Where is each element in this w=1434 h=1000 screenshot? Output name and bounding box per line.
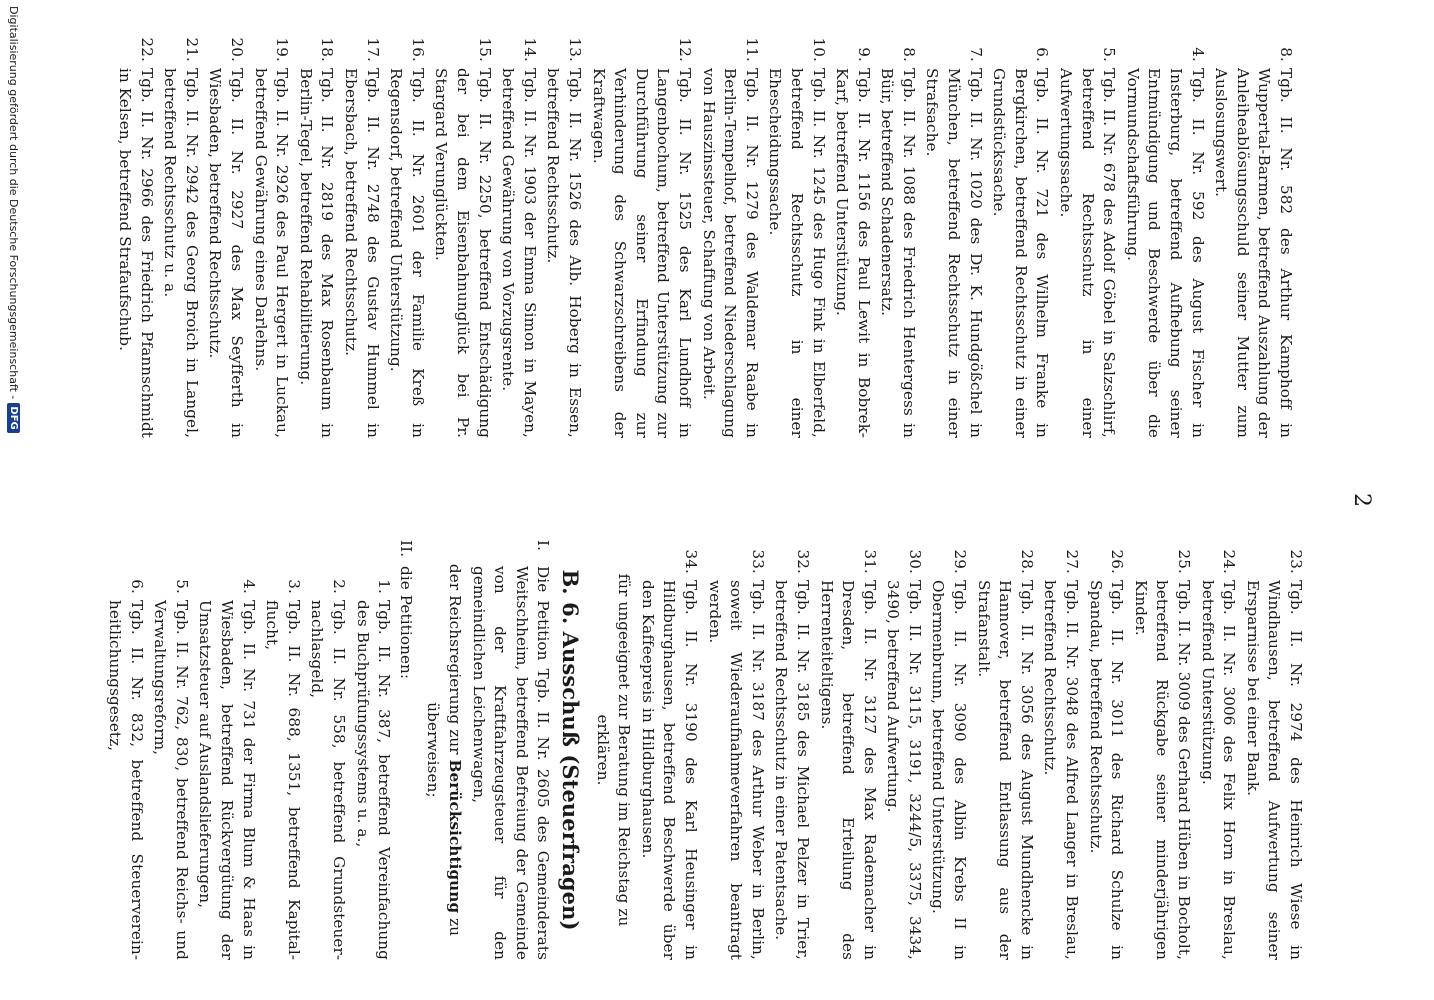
consideration-prefix: der Reichsregierung zur [446, 563, 465, 760]
item-number: 4. [1188, 47, 1207, 62]
left-column [112, 28, 1296, 438]
right-column [102, 540, 1306, 960]
item-text: Tgb. II. Nr. 832, betreffend Steuervereinheitlichungsgesetz, [106, 600, 146, 960]
item-text: Tgb. II. Nr. 2966 des Friedrich Pfannschmidt in Kelsen, betreffend Strafaufschub. [116, 68, 156, 438]
item-text: Tgb. II. Nr. 592 des August Fischer in Insterburg, betreffend Aufhebung seiner Entmündigung und Beschwerde über die Vormundschaftsführung. [1123, 68, 1207, 438]
list-item [1039, 540, 1082, 960]
list-item [204, 28, 247, 438]
item-text: Tgb. II. Nr. 2926 des Paul Hergert in Luckau, betreffend Gewährung eines Darlehns. [251, 68, 292, 438]
list-item [306, 570, 349, 960]
footer-text: Digitalisierung gefördert durch die Deutsche Forschungsgemeinschaft - [7, 6, 21, 400]
item-number: 23. [1287, 549, 1305, 574]
list-item [351, 570, 394, 960]
item-number: 5. [1100, 47, 1119, 62]
item-text: Tgb. II. Nr. 2974 des Heinrich Wiese in Windhausen, betreffend Aufwertung seiner Ersparnisse bei einer Bank. [1243, 580, 1305, 960]
list-item [1084, 540, 1127, 960]
dfg-logo: DFG [8, 403, 21, 432]
consideration-note [422, 560, 465, 940]
item-number: 17. [363, 37, 382, 62]
item-number: 28. [1017, 549, 1036, 574]
list-item [927, 540, 970, 960]
item-text: Tgb. II. Nr. 3056 des August Mundhencke in Hannover, betreffend Entlassung aus der Strafanstalt. [974, 580, 1036, 960]
list-item [882, 540, 925, 960]
section-heading: B. 6. Ausschuß (Steuerfragen) [558, 569, 583, 931]
roman-numeral: II. [396, 540, 415, 558]
item-number: 24. [1220, 549, 1239, 574]
item-number: 15. [475, 37, 494, 62]
item-number: 2. [330, 579, 349, 594]
item-text: Tgb. II. Nr. 387, betreffend Vereinfachung des Buchprüfungssystems u. a., [353, 600, 394, 960]
item-text: Tgb. II. Nr. 3190 des Karl Heusinger in Hildburghausen, betreffend Beschwerde über den Kaffeepreis in Hildburghausen. [638, 580, 700, 960]
list-item [988, 28, 1053, 438]
petition-group-one [467, 540, 553, 960]
list-item [149, 570, 192, 960]
item-number: 13. [566, 37, 584, 62]
item-number: 14. [520, 37, 539, 62]
item-text: Tgb. II. Nr. 1279 des Waldemar Raabe in Berlin-Tempelhof, betreffend Niederschlagung von Hauszinssteuer, Schaffung von Arbeit. [699, 68, 761, 438]
list-item [497, 28, 540, 438]
right-entry-list [636, 540, 1306, 960]
item-number: 19. [273, 37, 292, 62]
list-item [194, 570, 259, 960]
item-text: Tgb. II. Nr. 678 des Adolf Göbel in Salzschlirf, betreffend Rechtsschutz in einer Aufwertungssache. [1057, 68, 1119, 438]
list-item [542, 28, 585, 438]
list-item [1129, 540, 1194, 960]
item-number: 8. [1277, 47, 1295, 62]
petition-group-two [394, 540, 416, 960]
digitization-footer [2, 0, 26, 1000]
item-text: Tgb. II. Nr. 2927 des Max Seyfferth in Wiesbaden, betreffend Rechtsschutz. [206, 68, 247, 438]
item-text: Tgb. II. Nr. 2942 des Georg Broich in Langel, betreffend Rechtsschutz u. a. [161, 68, 201, 438]
item-number: 27. [1063, 549, 1082, 574]
list-item [1121, 28, 1207, 438]
list-item [770, 540, 813, 960]
list-item [697, 28, 762, 438]
item-number: 29. [951, 549, 970, 574]
item-text: Tgb. II. Nr. 1525 des Karl Lundhoff in Langenbochum, betreffend Unterstützung zur Durchführung seiner Erfindung zur Verhinderung des Schwarzschreibens der Kraftwagen. [589, 68, 694, 438]
item-text: Tgb. II. Nr. 3006 des Felix Horn in Breslau, betreffend Unterstützung. [1198, 580, 1239, 960]
item-number: 10. [809, 37, 828, 62]
item-text: Tgb. II. Nr. 3127 des Max Rademacher in Dresden, betreffend Erteilung des Herrenteiteltigens. [817, 580, 879, 960]
item-number: 22. [137, 37, 156, 62]
petition-group-text: Die Petition Tgb. II. Nr. 2605 des Gemeinderats Weitschheim, betreffend Befreiung der Gemeinde von der Kraftfahrzeugsteuer für den gemeindlichen Leichenwagen, [469, 566, 553, 960]
item-text: Tgb. II. Nr. 558, betreffend Grundsteuernachlasgeld, [308, 600, 349, 960]
list-item [104, 570, 147, 960]
item-number: 12. [675, 37, 694, 62]
list-item [159, 28, 202, 438]
item-number: 6. [127, 579, 146, 594]
list-item [587, 28, 695, 438]
list-item [249, 28, 292, 438]
item-number: 34. [681, 549, 700, 574]
list-item [831, 28, 874, 438]
item-text: Tgb. II. Nr. 1245 des Hugo Fink in Elberfeld, betreffend Rechtsschutz in einer Ehescheidungssache. [766, 68, 828, 438]
item-number: 31. [860, 549, 879, 574]
item-text: Tgb. II. Nr. 1156 des Paul Lewit in Bobrek-Karf, betreffend Unterstützung. [833, 68, 873, 438]
item-number: 8. [899, 47, 918, 62]
item-text: Tgb. II. Nr. 3115, 3191, 3244/5, 3375, 3434, 3490, betreffend Aufwertung. [884, 580, 924, 960]
item-text: Tgb. II. Nr. 731 der Firma Blum & Haas in Wiesbaden, betreffend Rückvergütung der Umsatzsteuer auf Auslandslieferungen, [196, 600, 258, 960]
list-item [385, 28, 428, 438]
item-number: 9. [854, 47, 873, 62]
item-number: 1. [375, 579, 394, 594]
sub-entry-list [104, 540, 395, 960]
item-text: Tgb. II. Nr. 762, 830, betreffend Reichs- und Verwaltungsreform, [151, 600, 191, 960]
item-number: 4. [239, 579, 258, 594]
item-text: Tgb. II. Nr. 3011 des Richard Schulze in Spandau, betreffend Rechtsschutz. [1086, 580, 1127, 960]
list-item [972, 540, 1037, 960]
list-item [1196, 540, 1239, 960]
item-text: Tgb. II. Nr. 1526 des Alb. Hoberg in Essen, betreffend Rechtsschutz. [544, 68, 584, 438]
item-text: Tgb. II. Nr. 2601 der Familie Kreß in Regensdorf, betreffend Unterstützung. [387, 68, 427, 438]
item-text: Tgb. II. Nr. 688, 1351, betreffend Kapitalflucht, [263, 600, 303, 960]
item-text: Tgb. II. Nr. 3090 des Albin Krebs II in Obermenbrunn, betreffend Unterstützung. [929, 580, 970, 960]
item-text: Tgb. II. Nr. 3185 des Michael Pelzer in Trier, betreffend Rechtsschutz in einer Patentsache. [772, 580, 812, 960]
item-number: 20. [228, 37, 247, 62]
item-number: 11. [742, 37, 761, 62]
item-number: 5. [172, 579, 191, 594]
item-text: Tgb. II. Nr. 1088 des Friedrich Hentergess in Büir, betreffend Schadenersatz. [878, 68, 918, 438]
item-text: Tgb. II. Nr. 2250, betreffend Entschädigung der bei dem Eisenbahnunglück bei Pr. Stargard Verunglückten. [432, 68, 494, 438]
item-text: Tgb. II. Nr. 721 des Wilhelm Franke in Bergkirchen, betreffend Rechtsschutz in einer Grundstückssache. [990, 68, 1052, 438]
list-item [1054, 28, 1119, 438]
item-number: 25. [1175, 549, 1194, 574]
list-item [1241, 540, 1306, 960]
item-number: 16. [408, 37, 427, 62]
list-item [294, 28, 337, 438]
list-item [261, 570, 304, 960]
list-item [876, 28, 919, 438]
item-number: 3. [284, 579, 303, 594]
list-item [1210, 28, 1296, 438]
item-text: Tgb. II. Nr. 3009 des Gerhard Hüben in Bocholt, betreffend Rückgabe seiner minderjährigen Kinder. [1131, 580, 1194, 960]
roman-numeral: I. [534, 540, 553, 552]
list-item [703, 540, 768, 960]
page-number: 2 [1349, 493, 1374, 507]
item-number: 33. [748, 549, 767, 574]
item-text: Tgb. II. Nr. 2748 des Gustav Hummel in Ebersbach, betreffend Rechtsschutz. [342, 68, 382, 438]
item-text: Tgb. II. Nr. 3187 des Arthur Weber in Berlin, soweit Wiederaufnahmeverfahren beantragt werden. [705, 580, 767, 960]
item-text: Tgb. II. Nr. 582 des Arthur Kamphoff in Wuppertal-Barmen, betreffend Auszahlung der Anleiheablösungsschuld seiner Mutter zum Auslosungswert. [1212, 68, 1295, 438]
consideration-keyword: Berücksichtigung [446, 759, 465, 914]
list-item [764, 28, 829, 438]
unsuitable-note: für ungeeignet zur Beratung im Reichstag zu erklären. [593, 573, 634, 927]
item-text: Tgb. II. Nr. 2819 des Max Rosenbaum in Berlin-Tegel, betreffend Rehabilitierung. [296, 68, 337, 438]
item-number: 7. [966, 47, 985, 62]
item-number: 21. [182, 37, 201, 62]
item-text: Tgb. II. Nr. 1020 des Dr. K. Hundgößchel in München, betreffend Rechtsschutz in einer Strafsache. [923, 68, 985, 438]
petition-group-text: die Petitionen: [396, 566, 415, 680]
consideration-suffix: zu überweisen; [424, 702, 465, 937]
list-item [815, 540, 880, 960]
list-item [114, 28, 157, 438]
list-item [430, 28, 495, 438]
list-item [339, 28, 382, 438]
list-item [636, 540, 701, 960]
item-number: 6. [1033, 47, 1052, 62]
item-number: 26. [1108, 549, 1127, 574]
item-number: 32. [793, 549, 812, 574]
list-item [921, 28, 986, 438]
item-text: Tgb. II. Nr. 1903 der Emma Simon in Mayen, betreffend Gewährung von Vorzugsrente. [499, 68, 539, 438]
item-text: Tgb. II. Nr. 3048 des Alfred Langer in Breslau, betreffend Rechtsschutz. [1041, 580, 1082, 960]
item-number: 30. [905, 549, 924, 574]
item-number: 18. [318, 37, 337, 62]
